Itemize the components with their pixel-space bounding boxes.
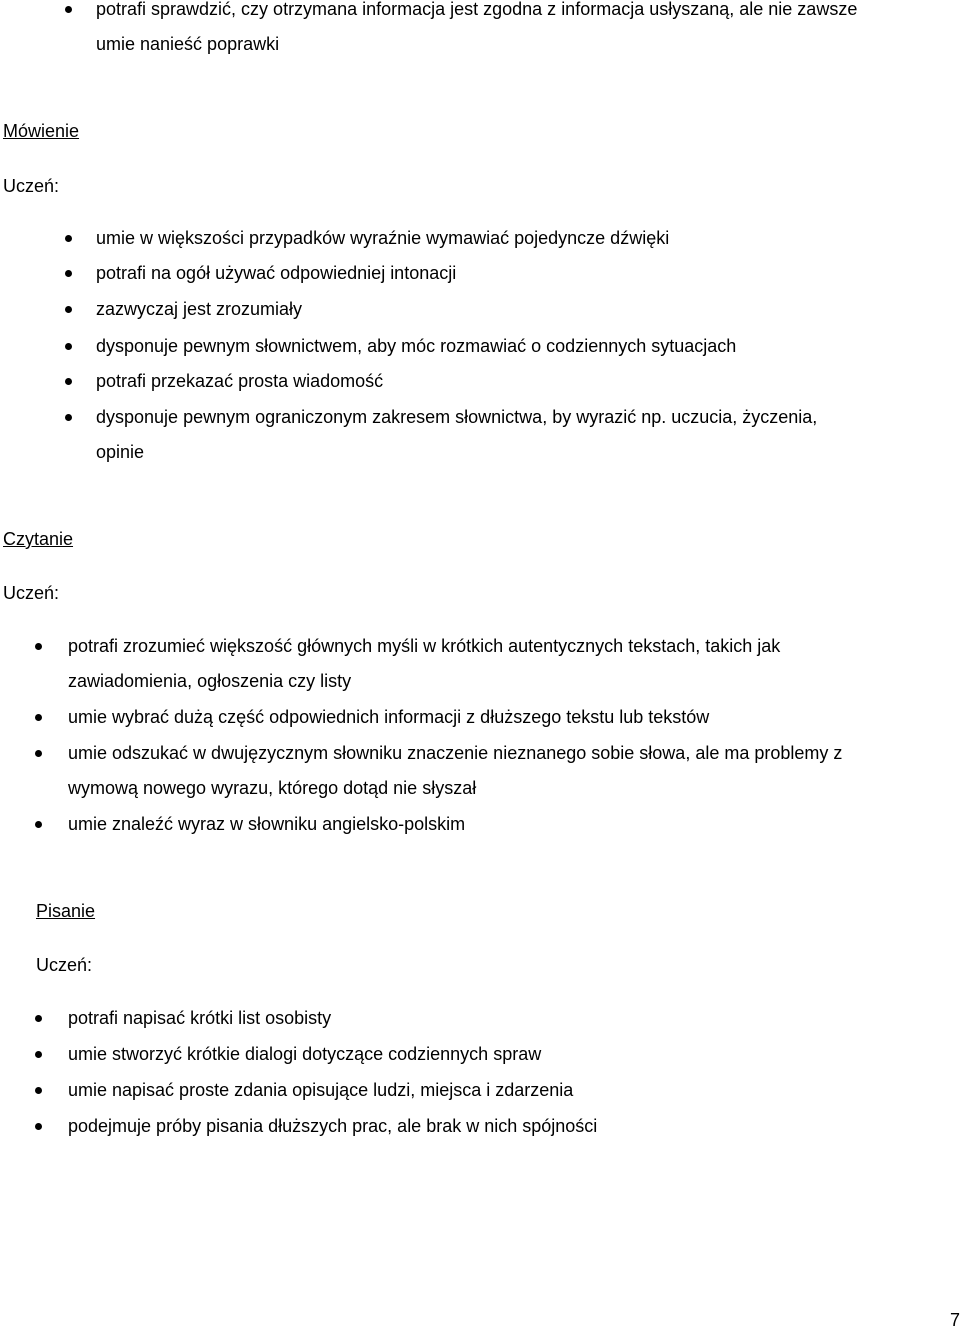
bullet-icon: [35, 1087, 42, 1094]
bullet-icon: [35, 714, 42, 721]
list-item: zazwyczaj jest zrozumiały: [96, 299, 303, 319]
list-item: umie wybrać dużą część odpowiednich informacji z dłuższego tekstu lub tekstów: [68, 707, 710, 727]
list-item: umie stworzyć krótkie dialogi dotyczące codziennych spraw: [68, 1044, 542, 1064]
list-item: potrafi napisać krótki list osobisty: [68, 1008, 332, 1028]
list-item-continuation: zawiadomienia, ogłoszenia czy listy: [68, 671, 352, 691]
bullet-icon: [35, 821, 42, 828]
bullet-icon: [35, 750, 42, 757]
student-label: Uczeń:: [3, 176, 60, 196]
bullet-icon: [65, 378, 72, 385]
student-label: Uczeń:: [3, 583, 60, 603]
bullet-icon: [65, 6, 72, 13]
bullet-icon: [65, 343, 72, 350]
intro-item-line-1: potrafi sprawdzić, czy otrzymana informacja jest zgodna z informacja usłyszaną, ale nie zawsze: [96, 0, 858, 19]
bullet-icon: [35, 643, 42, 650]
bullet-icon: [35, 1051, 42, 1058]
section-heading-writing: Pisanie: [36, 901, 96, 921]
list-item: umie znaleźć wyraz w słowniku angielsko-polskim: [68, 814, 466, 834]
bullet-icon: [35, 1123, 42, 1130]
section-heading-reading: Czytanie: [3, 529, 74, 549]
list-item: dysponuje pewnym słownictwem, aby móc rozmawiać o codziennych sytuacjach: [96, 336, 737, 356]
student-label: Uczeń:: [36, 955, 93, 975]
list-item: potrafi zrozumieć większość głównych myśli w krótkich autentycznych tekstach, takich jak: [68, 636, 781, 656]
section-heading-speaking: Mówienie: [3, 121, 80, 141]
list-item: potrafi na ogół używać odpowiedniej intonacji: [96, 263, 457, 283]
intro-item-line-2: umie nanieść poprawki: [96, 34, 280, 54]
list-item: dysponuje pewnym ograniczonym zakresem słownictwa, by wyrazić np. uczucia, życzenia,: [96, 407, 818, 427]
list-item: podejmuje próby pisania dłuższych prac, ale brak w nich spójności: [68, 1116, 598, 1136]
list-item: umie w większości przypadków wyraźnie wymawiać pojedyncze dźwięki: [96, 228, 670, 248]
list-item: umie napisać proste zdania opisujące ludzi, miejsca i zdarzenia: [68, 1080, 574, 1100]
list-item-continuation: wymową nowego wyrazu, którego dotąd nie słyszał: [68, 778, 477, 798]
list-item: umie odszukać w dwujęzycznym słowniku znaczenie nieznanego sobie słowa, ale ma problemy z: [68, 743, 843, 763]
bullet-icon: [65, 270, 72, 277]
list-item: potrafi przekazać prosta wiadomość: [96, 371, 384, 391]
bullet-icon: [65, 414, 72, 421]
bullet-icon: [35, 1015, 42, 1022]
page-number: 7: [949, 1310, 960, 1330]
bullet-icon: [65, 235, 72, 242]
bullet-icon: [65, 306, 72, 313]
list-item-continuation: opinie: [96, 442, 145, 462]
